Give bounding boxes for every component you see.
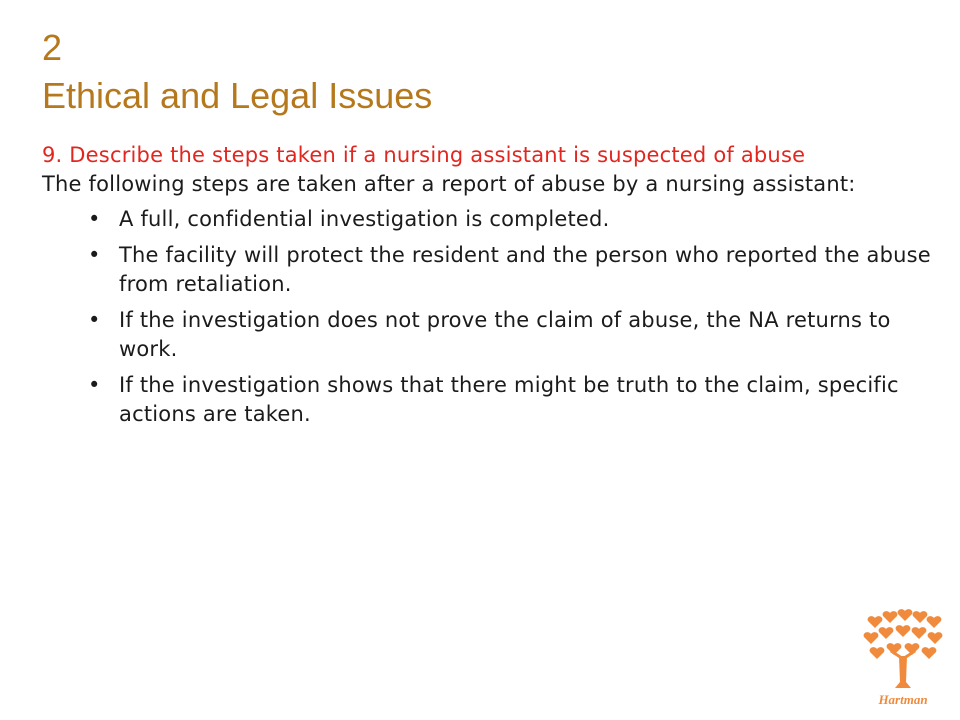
intro-text: The following steps are taken after a report of abuse by a nursing assistant:: [42, 172, 856, 196]
bullet-item: [42, 306, 932, 364]
learning-objective-heading: 9. Describe the steps taken if a nursing assistant is suspected of abuse: [42, 143, 806, 167]
bullet-item: [42, 371, 932, 429]
bullet-text: If the investigation shows that there might be truth to the claim, specific actions are taken.: [119, 373, 899, 426]
bullet-item: [42, 205, 932, 234]
bullet-marker: •: [88, 207, 101, 231]
hartman-wordmark: Hartman: [878, 692, 928, 707]
bullet-text: If the investigation does not prove the claim of abuse, the NA returns to work.: [119, 308, 891, 361]
bullet-text: A full, confidential investigation is completed.: [119, 207, 610, 231]
chapter-number: 2: [42, 27, 63, 68]
bullet-text: The facility will protect the resident and the person who reported the abuse from retaliation.: [119, 243, 931, 296]
slide-content: [42, 141, 932, 436]
bullet-marker: •: [88, 308, 101, 332]
hartman-logo: [862, 604, 944, 708]
bullet-marker: •: [88, 373, 101, 397]
bullet-marker: •: [88, 243, 101, 267]
bullet-list: [42, 205, 932, 429]
hartman-tree-icon: [862, 604, 944, 708]
chapter-title: Ethical and Legal Issues: [42, 75, 433, 116]
bullet-item: [42, 241, 932, 299]
